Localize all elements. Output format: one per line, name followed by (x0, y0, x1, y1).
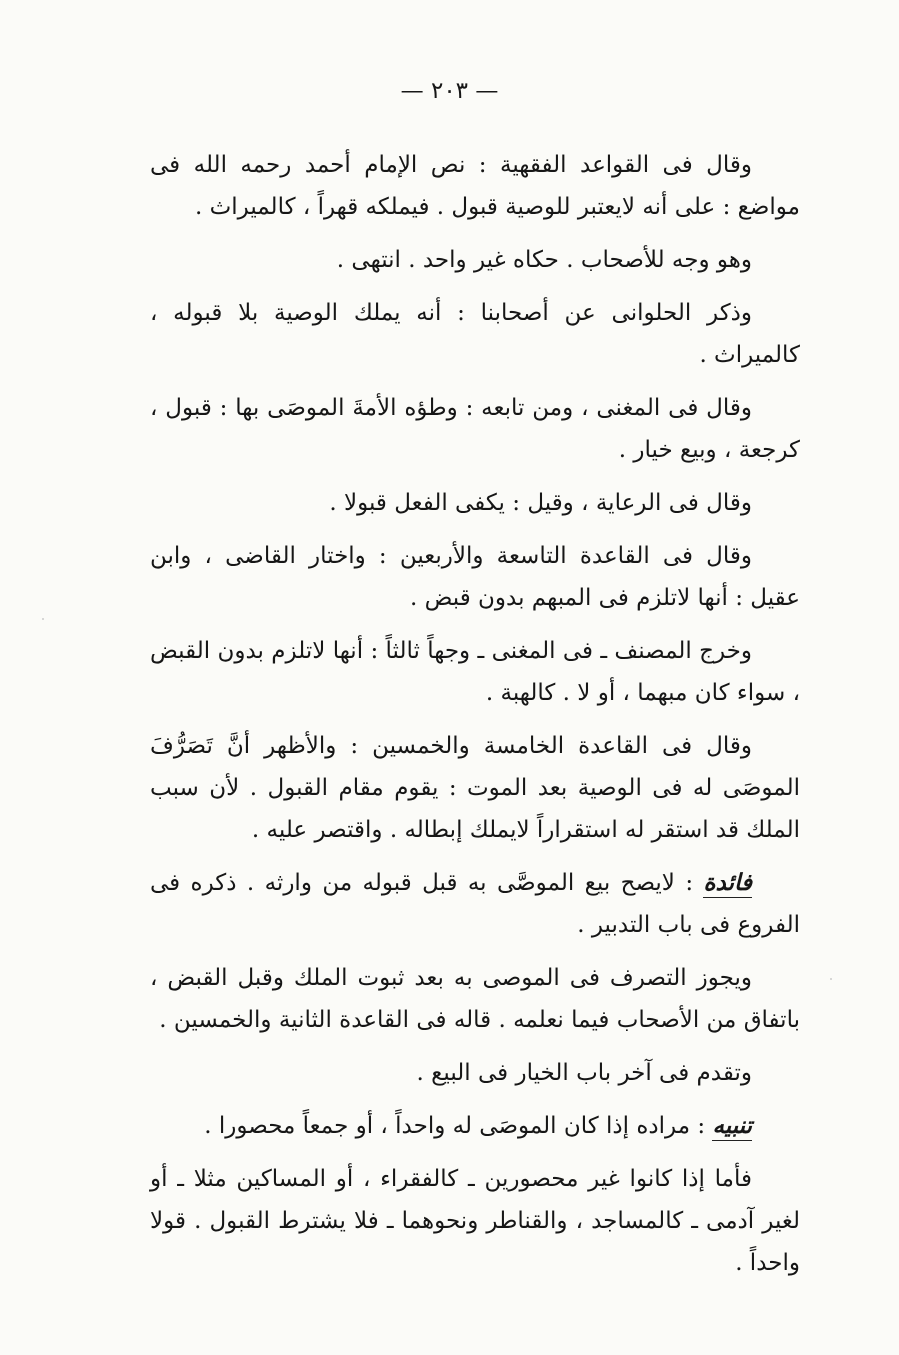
paragraph-4: وقال فى المغنى ، ومن تابعه : وطؤه الأمةَ الموصَى بها : قبول ، كرجعة ، وبيع خيار . (150, 395, 800, 463)
paragraph-2: وهو وجه للأصحاب . حكاه غير واحد . انتهى . (336, 247, 752, 273)
paragraph-10: ويجوز التصرف فى الموصى به بعد ثبوت الملك وقبل القبض ، باتفاق من الأصحاب فيما نعلمه . قاله فى القاعدة الثانية والخمسين . (150, 965, 800, 1033)
paragraph-3: وذكر الحلوانى عن أصحابنا : أنه يملك الوصية بلا قبوله ، كالميراث . (150, 300, 800, 368)
paragraph-5: وقال فى الرعاية ، وقيل : يكفى الفعل قبولا . (329, 490, 752, 516)
body-text (150, 144, 800, 1295)
paper-speck (830, 978, 832, 980)
paper-speck (42, 618, 44, 620)
paragraph-1: وقال فى القواعد الفقهية : نص الإمام أحمد رحمه الله فى مواضع : على أنه لايعتبر للوصية قبول . فيملكه قهراً ، كالميراث . (150, 152, 800, 220)
paragraph-11: وتقدم فى آخر باب الخيار فى البيع . (416, 1060, 752, 1086)
paragraph-7: وخرج المصنف ـ فى المغنى ـ وجهاً ثالثاً : أنها لاتلزم بدون القبض ، سواء كان مبهما ، أو لا . كالهبة . (150, 638, 800, 706)
paragraph-8: وقال فى القاعدة الخامسة والخمسين : والأظهر أنَّ تَصَرُّفَ الموصَى له فى الوصية بعد الموت : يقوم مقام القبول . لأن سبب الملك قد استقر له استقراراً لايملك إبطاله . واقتصر عليه . (150, 733, 800, 843)
note-label: فائدة (703, 869, 752, 896)
paragraph-9: فائدة : لايصح بيع الموصَّى به قبل قبوله من وارثه . ذكره فى الفروع فى باب التدبير . (150, 869, 800, 938)
paragraph-13: فأما إذا كانوا غير محصورين ـ كالفقراء ، أو المساكين مثلا ـ أو لغير آدمى ـ كالمساجد ، والقناطر ونحوهما ـ فلا يشترط القبول . قولا واحداً . (150, 1166, 800, 1276)
warning-label: تنبيه (712, 1112, 752, 1139)
paragraph-6: وقال فى القاعدة التاسعة والأربعين : واختار القاضى ، وابن عقيل : أنها لاتلزم فى المبهم بدون قبض . (150, 543, 800, 611)
paragraph-12: تنبيه : مراده إذا كان الموصَى له واحداً ، أو جمعاً محصورا . (204, 1112, 752, 1139)
page-number: — ٢٠٣ — (400, 78, 499, 104)
